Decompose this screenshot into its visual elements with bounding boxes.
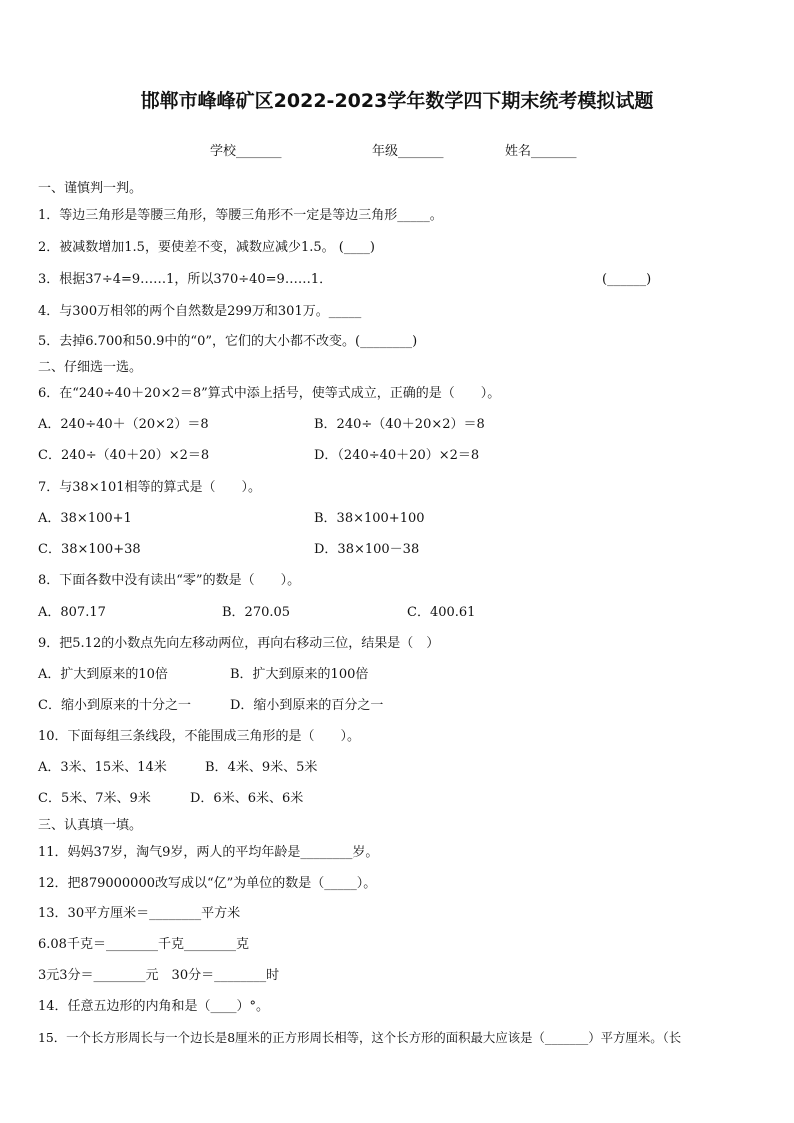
grade-field: 年级_______ (372, 144, 444, 159)
school-field: 学校_______ (210, 144, 282, 159)
question-12: 12．把879000000改写成以“亿”为单位的数是（_____）。 (38, 876, 377, 891)
question-8-option-a: A．807.17 (38, 605, 106, 620)
question-8-option-b: B．270.05 (222, 605, 291, 620)
question-6-option-d: D．（240÷40＋20）×2＝8 (314, 448, 480, 463)
question-10-option-b: B．4米、9米、5米 (205, 760, 318, 775)
question-6: 6．在“240÷40＋20×2＝8”算式中添上括号，使等式成立，正确的是（ ）。 (38, 386, 501, 401)
question-2: 2．被减数增加1.5，要使差不变，减数应减少1.5。 (____) (38, 240, 375, 255)
question-10-option-d: D．6米、6米、6米 (190, 791, 304, 806)
section-judge: 一、谨慎判一判。 (38, 181, 143, 196)
name-field: 姓名_______ (505, 144, 577, 159)
question-6-option-b: B．240÷（40＋20×2）＝8 (314, 417, 485, 432)
question-13-part-b: 6.08千克＝________千克________克 (38, 937, 249, 952)
question-8-option-c: C．400.61 (407, 605, 476, 620)
question-9-option-d: D．缩小到原来的百分之一 (230, 698, 384, 713)
question-10: 10．下面每组三条线段，不能围成三角形的是（ ）。 (38, 729, 361, 744)
page-title: 邯郸市峰峰矿区2022-2023学年数学四下期末统考模拟试题 (140, 90, 654, 112)
question-10-option-a: A．3米、15米、14米 (38, 760, 167, 775)
section-choose: 二、仔细选一选。 (38, 360, 143, 375)
question-1: 1．等边三角形是等腰三角形，等腰三角形不一定是等边三角形_____。 (38, 208, 443, 223)
question-8: 8．下面各数中没有读出“零”的数是（ ）。 (38, 573, 301, 588)
question-9-option-b: B．扩大到原来的100倍 (230, 667, 369, 682)
question-11: 11．妈妈37岁，淘气9岁，两人的平均年龄是________岁。 (38, 845, 379, 860)
question-9-option-a: A．扩大到原来的10倍 (38, 667, 168, 682)
question-7-option-d: D．38×100－38 (314, 542, 420, 557)
question-3-blank: (______) (602, 272, 652, 287)
question-13-part-c: 3元3分＝________元 30分＝________时 (38, 968, 280, 983)
question-10-option-c: C．5米、7米、9米 (38, 791, 151, 806)
question-15: 15．一个长方形周长与一个边长是8厘米的正方形周长相等，这个长方形的面积最大应该是（_______）平方厘米。（长 (38, 1030, 682, 1045)
question-6-option-a: A．240÷40＋（20×2）＝8 (38, 417, 209, 432)
question-14: 14．任意五边形的内角和是（____）°。 (38, 999, 270, 1014)
question-7-option-b: B．38×100+100 (314, 511, 425, 526)
question-13: 13．30平方厘米＝________平方米 (38, 906, 241, 921)
question-7-option-a: A．38×100+1 (38, 511, 132, 526)
question-3: 3．根据37÷4=9……1，所以370÷40=9……1． (38, 272, 333, 287)
section-fill: 三、认真填一填。 (38, 818, 143, 833)
question-5: 5．去掉6.700和50.9中的“0”，它们的大小都不改变。(________) (38, 334, 418, 349)
question-9-option-c: C．缩小到原来的十分之一 (38, 698, 191, 713)
question-9: 9．把5.12的小数点先向左移动两位，再向右移动三位，结果是（ ） (38, 636, 440, 651)
question-6-option-c: C．240÷（40＋20）×2＝8 (38, 448, 210, 463)
question-7-option-c: C．38×100+38 (38, 542, 141, 557)
question-7: 7．与38×101相等的算式是（ ）。 (38, 480, 262, 495)
question-4: 4．与300万相邻的两个自然数是299万和301万。_____ (38, 304, 362, 319)
